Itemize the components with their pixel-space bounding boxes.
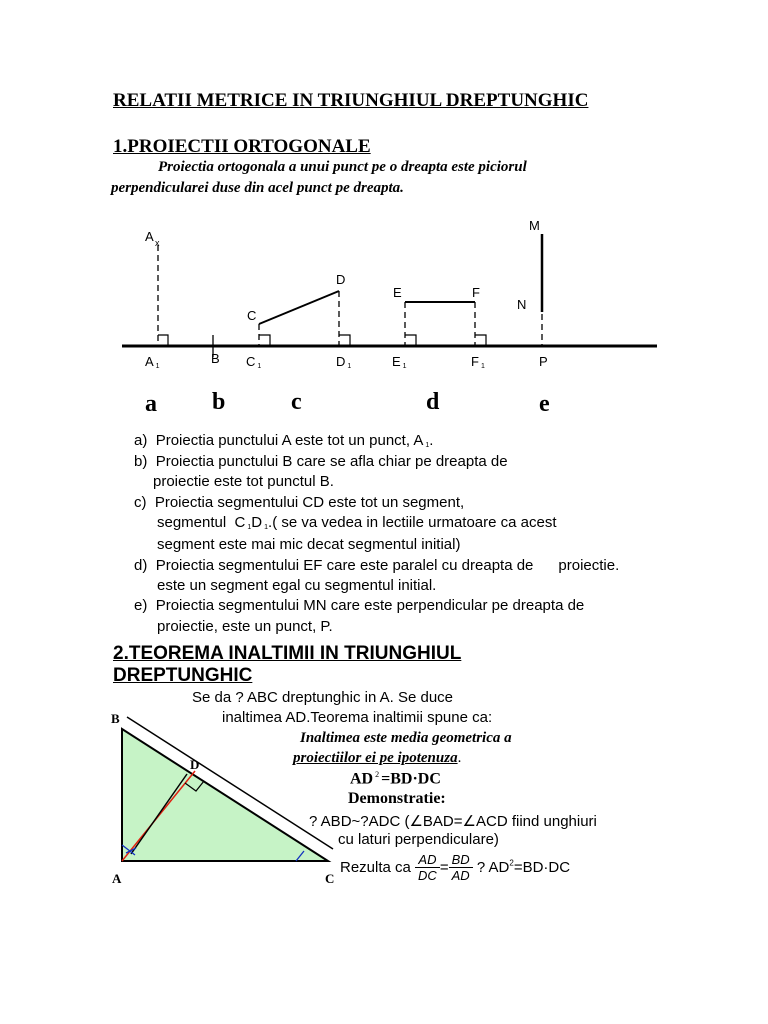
definition-line1: Proiectia ortogonala a unui punct pe o dreapta este piciorul [158, 159, 527, 175]
list-item-a: a) Proiectia punctului A este tot un punct, A $_1$. [134, 432, 434, 449]
statement-line1: Inaltimea este media geometrica a [300, 730, 512, 746]
label-d: D [336, 272, 346, 287]
section2-heading-line1: 2.TEOREMA INALTIMII IN TRIUNGHIUL [113, 643, 462, 664]
label-m: M [529, 218, 540, 233]
result-line: Rezulta ca $\frac{AD}{DC}$ = $\frac{BD}{AD}$ ? $AD^2=BD\cdot DC$ [340, 852, 571, 883]
triangle-label-b: B [111, 711, 120, 726]
formula: AD $^2$ =BD·DC [350, 770, 441, 788]
label-e: E [393, 285, 402, 300]
section1-heading: 1.PROIECTII ORTOGONALE [113, 136, 371, 157]
intro-line2: inaltimea AD.Teorema inaltimii spune ca: [222, 709, 493, 726]
list-item-d: d) Proiectia segmentului EF care este paralel cu dreapta de proiectie. [134, 557, 620, 574]
label-p: P [539, 354, 548, 369]
proof-line1: ? ABD~?ADC (∠BAD=∠ACD fiind unghiuri [309, 813, 597, 830]
list-item-c-cont2: segment este mai mic decat segmentul initial) [157, 536, 461, 553]
list-item-b: b) Proiectia punctului B care se afla chiar pe dreapta de [134, 453, 508, 470]
label-e1: E $_1$ [392, 354, 407, 370]
list-item-e: e) Proiectia segmentului MN care este perpendicular pe dreapta de [134, 597, 585, 614]
label-b: B [211, 351, 220, 366]
intro-line1: Se da ? ABC dreptunghic in A. Se duce [192, 689, 454, 706]
section2-heading-line2: DREPTUNGHIC [113, 665, 253, 686]
case-label-c: c [291, 389, 302, 415]
case-label-d: d [426, 389, 440, 415]
list-item-b-cont: proiectie este tot punctul B. [153, 473, 334, 490]
definition-line2: perpendicularei duse din acel punct pe dreapta. [111, 180, 404, 196]
label-d1: D $_1$ [336, 354, 352, 370]
list-item-e-cont: proiectie, este un punct, P. [157, 618, 333, 635]
list-item-d-cont: este un segment egal cu segmentul initial. [157, 577, 437, 594]
label-f: F [472, 285, 480, 300]
fraction-bd-ad: $\frac{BD}{AD}$ [449, 852, 473, 883]
label-n: N [517, 297, 527, 312]
case-label-b: b [212, 389, 226, 415]
statement-line2: proiectiilor ei pe ipotenuza. [293, 750, 462, 766]
label-x-mark: x [155, 238, 160, 248]
triangle-label-a: A [112, 871, 122, 886]
list-item-c: c) Proiectia segmentului CD este tot un segment, [134, 494, 465, 511]
label-f1: F $_1$ [471, 354, 485, 370]
label-a1: A $_1$ [145, 354, 160, 370]
list-item-c-cont: segmentul C $_1$D $_1$.( se va vedea in lectiile urmatoare ca acest [157, 514, 557, 531]
case-label-a: a [145, 391, 157, 417]
case-label-e: e [539, 391, 550, 417]
proof-label: Demonstratie: [348, 790, 446, 807]
page-title: RELATII METRICE IN TRIUNGHIUL DREPTUNGHIC [113, 90, 589, 111]
triangle-label-d: D [190, 757, 200, 772]
triangle-abc [122, 729, 328, 861]
label-a: A [145, 229, 154, 244]
triangle-label-c: C [325, 871, 335, 886]
label-c1: C $_1$ [246, 354, 262, 370]
label-c: C [247, 308, 257, 323]
fraction-ad-dc: $\frac{AD}{DC}$ [415, 852, 440, 883]
proof-line2: cu laturi perpendiculare) [338, 831, 499, 848]
